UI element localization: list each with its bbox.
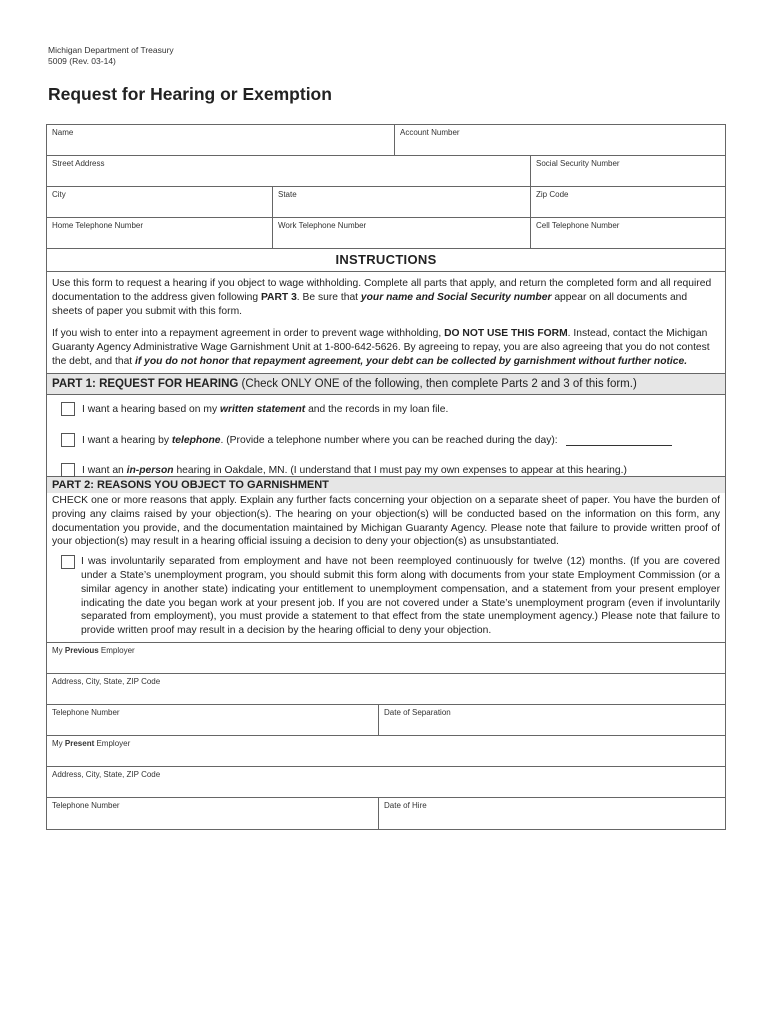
ssn-label: Social Security Number bbox=[536, 159, 620, 168]
part2-intro: CHECK one or more reasons that apply. Explain any further facts concerning your objection on a separate sheet of paper. You have the burden of proving any claims raised by your objection(s). The hearing on your objection(s) will be conducted based on the information on this form, any documentation you provide, and the documentation maintained by Michigan Guaranty Agency. Please note that failure to provide written proof of your objection(s) may result in a hearing official issuing a decision to deny your objection(s) as unsubstantiated. bbox=[52, 495, 720, 548]
cell-phone-label: Cell Telephone Number bbox=[536, 221, 620, 230]
name-field[interactable] bbox=[47, 125, 395, 155]
involuntary-separation-checkbox[interactable] bbox=[61, 555, 75, 569]
agency-name: Michigan Department of Treasury bbox=[48, 45, 174, 55]
date-of-separation-field[interactable] bbox=[379, 705, 725, 735]
work-phone-field[interactable] bbox=[273, 218, 531, 248]
cell-phone-field[interactable] bbox=[531, 218, 725, 248]
instructions-title: INSTRUCTIONS bbox=[47, 249, 725, 272]
home-phone-label: Home Telephone Number bbox=[52, 221, 144, 230]
work-phone-label: Work Telephone Number bbox=[278, 221, 367, 230]
hearing-option-written bbox=[61, 402, 448, 416]
account-number-label: Account Number bbox=[400, 128, 460, 137]
previous-phone-row bbox=[47, 705, 725, 736]
previous-phone-field[interactable] bbox=[47, 705, 379, 735]
previous-address-field[interactable] bbox=[47, 674, 725, 704]
form-number: 5009 (Rev. 03-14) bbox=[48, 56, 116, 66]
hearing-option-in-person bbox=[61, 463, 627, 477]
previous-phone-label: Telephone Number bbox=[52, 707, 120, 717]
page-title: Request for Hearing or Exemption bbox=[48, 84, 332, 104]
previous-address-label: Address, City, State, ZIP Code bbox=[52, 676, 161, 686]
present-address-field[interactable] bbox=[47, 767, 725, 797]
previous-employer-field[interactable] bbox=[47, 643, 725, 673]
address-row bbox=[47, 156, 725, 187]
present-phone-label: Telephone Number bbox=[52, 800, 120, 810]
involuntary-separation-text: I was involuntarily separated from employment and have not been reemployed continuously for twelve (12) months. (If you are covered under a State’s unemployment program, you should submit this form along with documents from your state Employment Commission (or a similar agency in another state) indicating your entitlement to unemployment compensation, and a statement from your present employer indicating the date you began work at your present job. If you are not covered under a State’s unemployment program (even if involuntarily separated from employment), you must provide a statement to that effect from the state unemployment agency.) Please note that failure to provide written proof may result in a decision by the hearing official to deny your objection. bbox=[81, 556, 720, 637]
present-address-row bbox=[47, 767, 725, 798]
city-row bbox=[47, 187, 725, 218]
name-row bbox=[47, 125, 725, 156]
present-employer-row bbox=[47, 736, 725, 767]
name-label: Name bbox=[52, 128, 74, 137]
date-of-hire-field[interactable] bbox=[379, 798, 725, 829]
instructions-paragraph-2: If you wish to enter into a repayment agreement in order to prevent wage withholding, DO NOT USE THIS FORM. Instead, contact the Michigan Guaranty Agency Administrative Wage Garnishment Unit at 1-800-642-5626. By agreeing to repay, you are also agreeing that you do not contest the debt, and that if you do not honor that repayment agreement, your debt can be collected by garnishment without further notice. bbox=[52, 328, 710, 367]
previous-employer-row bbox=[47, 643, 725, 674]
in-person-hearing-label: I want an in-person hearing in Oakdale, MN. (I understand that I must pay my own expenses to appear at this hearing.) bbox=[82, 464, 627, 476]
request-form bbox=[46, 124, 726, 830]
reason-involuntary-separation bbox=[52, 555, 720, 638]
part1-options bbox=[47, 395, 725, 477]
previous-address-row bbox=[47, 674, 725, 705]
instructions-paragraph-1: Use this form to request a hearing if you object to wage withholding. Complete all parts that apply, and return the completed form and all required documentation to the address given following PART 3. Be sure that your name and Social Security number appear on all documents and sheets of paper you submit with this form. bbox=[52, 278, 712, 317]
date-of-separation-label: Date of Separation bbox=[384, 707, 451, 717]
zip-field[interactable] bbox=[531, 187, 725, 217]
present-employer-field[interactable] bbox=[47, 736, 725, 766]
zip-label: Zip Code bbox=[536, 190, 569, 199]
in-person-hearing-checkbox[interactable] bbox=[61, 463, 75, 477]
state-field[interactable] bbox=[273, 187, 531, 217]
telephone-hearing-checkbox[interactable] bbox=[61, 433, 75, 447]
present-phone-row bbox=[47, 798, 725, 829]
state-label: State bbox=[278, 190, 297, 199]
ssn-field[interactable] bbox=[531, 156, 725, 186]
daytime-phone-input[interactable] bbox=[566, 435, 672, 446]
home-phone-field[interactable] bbox=[47, 218, 273, 248]
previous-employer-label: My Previous Employer bbox=[52, 645, 135, 655]
street-address-field[interactable] bbox=[47, 156, 531, 186]
present-employer-label: My Present Employer bbox=[52, 738, 131, 748]
present-address-label: Address, City, State, ZIP Code bbox=[52, 769, 161, 779]
written-statement-label: I want a hearing based on my written statement and the records in my loan file. bbox=[82, 403, 449, 415]
street-address-label: Street Address bbox=[52, 159, 105, 168]
date-of-hire-label: Date of Hire bbox=[384, 800, 427, 810]
written-statement-checkbox[interactable] bbox=[61, 402, 75, 416]
city-field[interactable] bbox=[47, 187, 273, 217]
instructions-body bbox=[47, 272, 725, 374]
account-number-field[interactable] bbox=[395, 125, 725, 155]
part2-body bbox=[47, 493, 725, 643]
city-label: City bbox=[52, 190, 66, 199]
part1-heading: PART 1: REQUEST FOR HEARING (Check ONLY ONE of the following, then complete Parts 2 and 3 of this form.) bbox=[47, 374, 725, 395]
part2-heading: PART 2: REASONS YOU OBJECT TO GARNISHMENT bbox=[47, 477, 725, 493]
present-phone-field[interactable] bbox=[47, 798, 379, 829]
phone-row bbox=[47, 218, 725, 249]
hearing-option-telephone bbox=[61, 433, 672, 447]
telephone-hearing-label: I want a hearing by telephone. (Provide a telephone number where you can be reached during the day): bbox=[82, 434, 558, 446]
